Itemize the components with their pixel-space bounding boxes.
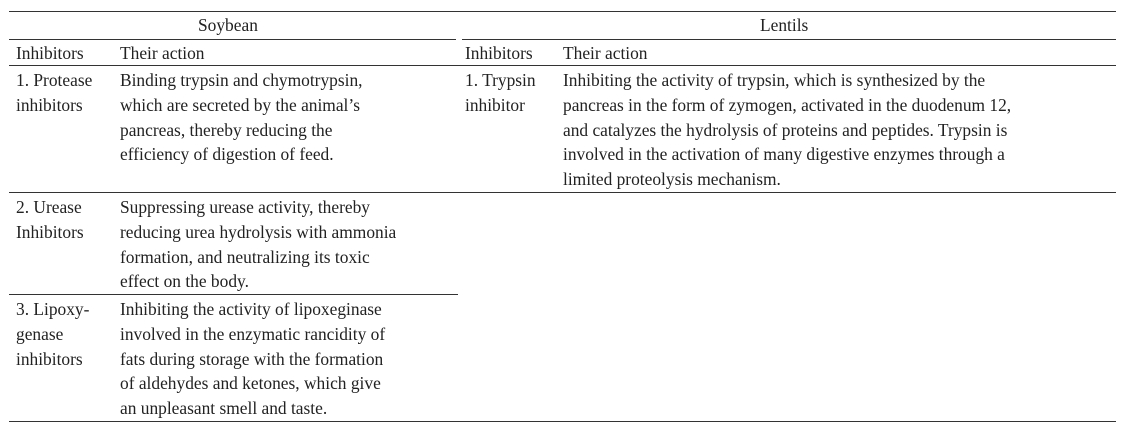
cell-line: Suppressing urease activity, thereby xyxy=(120,197,370,217)
soybean-row-2-action xyxy=(120,195,396,294)
cell-line: Inhibiting the activity of lipoxeginase xyxy=(120,299,382,319)
lentils-row-1-inhibitor xyxy=(465,68,536,118)
group-header-lentils: Lentils xyxy=(760,15,809,35)
soybean-row-1-action xyxy=(120,68,363,167)
cell-line: reducing urea hydrolysis with ammonia xyxy=(120,221,397,242)
row-rule-1 xyxy=(9,192,1116,193)
column-header-soybean-action: Their action xyxy=(120,43,205,63)
cell-line: pancreas, thereby reducing the xyxy=(120,119,333,140)
cell-line: 2. Urease xyxy=(16,197,82,217)
cell-line: inhibitors xyxy=(16,348,83,369)
cell-line: of aldehydes and ketones, which give xyxy=(120,373,381,394)
group-header-rule-lentils xyxy=(462,39,1116,40)
cell-line: efficiency of digestion of feed. xyxy=(120,144,334,165)
cell-line: pancreas in the form of zymogen, activated in the duodenum 12, xyxy=(563,94,1012,115)
column-header-lentils-action: Their action xyxy=(563,43,648,63)
column-header-lentils-inhibitors: Inhibitors xyxy=(465,43,533,63)
soybean-row-2-inhibitor xyxy=(16,195,84,245)
soybean-row-3-action xyxy=(120,297,385,421)
cell-line: Inhibitors xyxy=(16,221,84,242)
cell-line: 1. Protease xyxy=(16,70,93,90)
cell-line: and catalyzes the hydrolysis of proteins and peptides. Trypsin is xyxy=(563,119,1008,140)
cell-line: involved in the activation of many digestive enzymes through a xyxy=(563,144,1005,165)
cell-line: genase xyxy=(16,323,64,344)
cell-line: 1. Trypsin xyxy=(465,70,536,90)
lentils-row-1-action xyxy=(563,68,1011,192)
table-top-rule xyxy=(9,11,1116,12)
cell-line: Binding trypsin and chymotrypsin, xyxy=(120,70,363,90)
cell-line: which are secreted by the animal’s xyxy=(120,94,360,115)
column-header-soybean-inhibitors: Inhibitors xyxy=(16,43,84,63)
table-bottom-rule xyxy=(9,421,1116,422)
cell-line: formation, and neutralizing its toxic xyxy=(120,246,370,267)
cell-line: an unpleasant smell and taste. xyxy=(120,398,328,419)
cell-line: inhibitors xyxy=(16,94,83,115)
cell-line: inhibitor xyxy=(465,94,525,115)
cell-line: limited proteolysis mechanism. xyxy=(563,169,781,190)
soybean-row-3-inhibitor xyxy=(16,297,89,371)
group-header-rule-soybean xyxy=(9,39,456,40)
cell-line: involved in the enzymatic rancidity of xyxy=(120,323,386,344)
soybean-row-1-inhibitor xyxy=(16,68,92,118)
cell-line: fats during storage with the formation xyxy=(120,348,384,369)
cell-line: effect on the body. xyxy=(120,271,249,292)
group-header-soybean: Soybean xyxy=(198,15,258,35)
cell-line: Inhibiting the activity of trypsin, which is synthesized by the xyxy=(563,70,986,90)
cell-line: 3. Lipoxy- xyxy=(16,299,90,319)
